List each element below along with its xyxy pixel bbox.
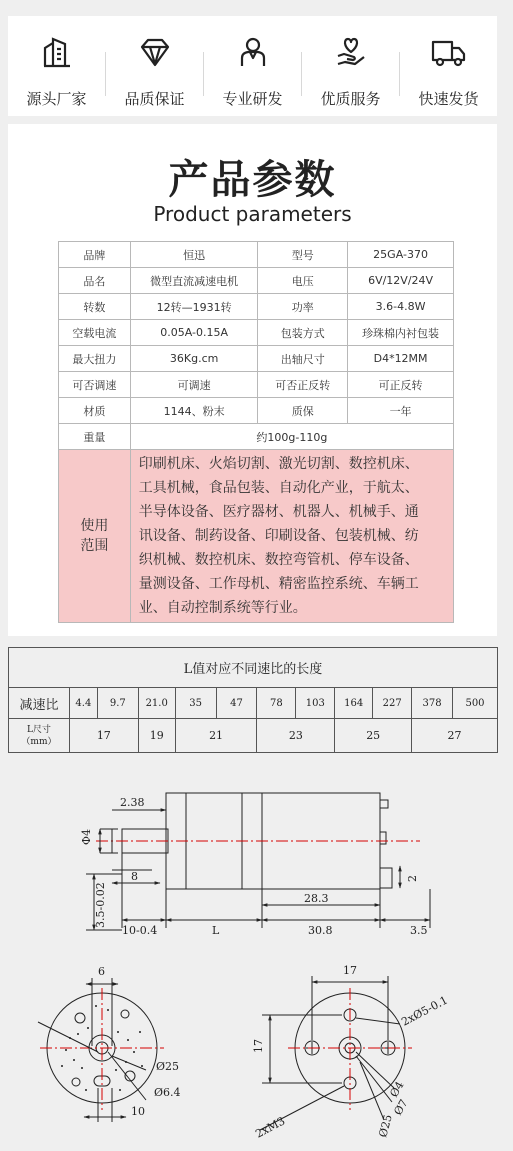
dim-30-8: 30.8 [308, 924, 333, 937]
usage-line: 工具机械，食品包装、自动化产业，于航太、 [138, 480, 419, 496]
dim-rear-phi25: Ø25 [376, 1113, 395, 1139]
ratio-cell: 35 [175, 688, 216, 719]
param-row [59, 346, 454, 372]
param-value: 恒迅 [130, 242, 258, 268]
param-row [59, 398, 454, 424]
param-key: 转数 [59, 294, 131, 320]
truck-icon [431, 36, 467, 68]
dim-10: 10 [131, 1105, 145, 1118]
dim-28-3: 28.3 [304, 892, 329, 905]
usage-line: 讯设备、制药设备、印刷设备、包装机械、纺 [138, 528, 419, 544]
param-value: 0.05A-0.15A [130, 320, 258, 346]
dim-17-horizontal: 17 [343, 964, 357, 977]
param-key: 出轴尺寸 [258, 346, 348, 372]
param-key: 可否调速 [59, 372, 131, 398]
param-value: D4*12MM [348, 346, 454, 372]
param-value: 3.6-4.8W [348, 294, 454, 320]
ratio-cell: 9.7 [97, 688, 138, 719]
feature-service [302, 16, 399, 116]
rear-view-dimensions [252, 964, 450, 1141]
param-key: 使用 范围 [59, 450, 131, 623]
param-value: 珍珠棉内衬包装 [348, 320, 454, 346]
rear-view-drawing [260, 976, 412, 1130]
param-key: 品名 [59, 268, 131, 294]
param-row-weight [59, 424, 454, 450]
param-value: 可调速 [130, 372, 258, 398]
param-value: 36Kg.cm [130, 346, 258, 372]
param-key: 重量 [59, 424, 131, 450]
usage-line: 量测设备、工作母机、精密监控系统、车辆工 [138, 576, 419, 592]
dim-holes: 2xØ5-0.1 [399, 993, 450, 1029]
length-cell: 27 [412, 719, 498, 753]
dim-6: 6 [98, 965, 105, 978]
speed-table-title: L值对应不同速比的长度 [9, 648, 498, 688]
dim-m3: 2xM3 [253, 1114, 288, 1141]
param-value: 微型直流减速电机 [130, 268, 258, 294]
front-view-dimensions [98, 965, 181, 1118]
param-row [59, 268, 454, 294]
param-value: 25GA-370 [348, 242, 454, 268]
front-view-drawing [38, 978, 164, 1122]
param-key: 电压 [258, 268, 348, 294]
usage-line: 印刷机床、火焰切割、激光切割、数控机床、 [138, 456, 419, 472]
ratio-cell: 21.0 [138, 688, 175, 719]
param-key: 功率 [258, 294, 348, 320]
dim-3-5b: 3.5 [410, 924, 428, 937]
usage-text [130, 450, 453, 623]
feature-delivery [400, 16, 497, 116]
length-label: L尺寸 （mm） [9, 719, 70, 753]
researcher-icon [237, 36, 269, 68]
feature-factory [8, 16, 105, 116]
feature-label: 快速发货 [418, 90, 479, 108]
motor-dimension-drawing [0, 770, 513, 1151]
param-row [59, 372, 454, 398]
param-row [59, 320, 454, 346]
param-key: 空载电流 [59, 320, 131, 346]
ratio-cell: 103 [296, 688, 335, 719]
section-title: 产品参数 [168, 157, 337, 203]
feature-label: 品质保证 [124, 90, 185, 108]
length-cell: 17 [69, 719, 138, 753]
feature-research [204, 16, 301, 116]
param-row-usage [59, 450, 454, 623]
param-key: 型号 [258, 242, 348, 268]
param-value: 1144、粉末 [130, 398, 258, 424]
param-value: 12转—1931转 [130, 294, 258, 320]
param-key: 可否正反转 [258, 372, 348, 398]
ratio-label: 减速比 [9, 688, 70, 719]
param-value: 可正反转 [348, 372, 454, 398]
feature-label: 源头厂家 [26, 90, 87, 108]
ratio-cell: 500 [453, 688, 498, 719]
dim-rear-phi4: Ø4 [387, 1079, 407, 1100]
length-cell: 23 [257, 719, 335, 753]
heart-hand-icon [335, 36, 367, 68]
param-key: 材质 [59, 398, 131, 424]
param-key: 品牌 [59, 242, 131, 268]
dim-front-phi6-4: Ø6.4 [154, 1086, 181, 1099]
ratio-cell: 227 [373, 688, 412, 719]
length-cell: 21 [175, 719, 257, 753]
usage-line: 织机械、数控机床、数控弯管机、停车设备、 [138, 552, 419, 568]
factory-icon [41, 36, 73, 68]
dim-L: L [212, 924, 220, 937]
length-cell: 19 [138, 719, 175, 753]
feature-quality [106, 16, 203, 116]
param-key: 质保 [258, 398, 348, 424]
param-value: 约100g-110g [130, 424, 453, 450]
section-subtitle: Product parameters [153, 202, 352, 226]
dim-3-5: 3.5-0.02 [94, 882, 107, 928]
side-view-dimensions [80, 796, 428, 937]
param-value: 6V/12V/24V [348, 268, 454, 294]
length-cell: 25 [335, 719, 412, 753]
feature-label: 优质服务 [320, 90, 381, 108]
dim-2: 2 [406, 875, 419, 882]
feature-bar [8, 16, 497, 116]
dim-rear-phi7: Ø7 [391, 1097, 411, 1118]
side-view-drawing [86, 793, 430, 930]
ratio-cell: 4.4 [69, 688, 97, 719]
param-key: 最大扭力 [59, 346, 131, 372]
speed-ratio-table [8, 647, 498, 753]
feature-label: 专业研发 [222, 90, 283, 108]
dim-2-38: 2.38 [120, 796, 145, 809]
dim-10: 10-0.4 [122, 924, 158, 937]
param-key: 包装方式 [258, 320, 348, 346]
diamond-icon [139, 36, 171, 68]
ratio-cell: 164 [335, 688, 373, 719]
dim-17-vertical: 17 [252, 1039, 265, 1053]
parameters-table [58, 241, 454, 623]
dim-phi4: Φ4 [80, 828, 93, 845]
usage-line: 半导体设备、医疗器材、机器人、机械手、通 [138, 504, 419, 520]
param-value: 一年 [348, 398, 454, 424]
dim-front-phi25: Ø25 [156, 1060, 180, 1073]
ratio-cell: 378 [412, 688, 453, 719]
param-row [59, 294, 454, 320]
param-row [59, 242, 454, 268]
ratio-cell: 47 [216, 688, 257, 719]
ratio-cell: 78 [257, 688, 296, 719]
usage-line: 业、自动控制系统等行业。 [138, 600, 307, 616]
speed-ratio-table-section [8, 647, 498, 753]
dim-8: 8 [131, 870, 138, 883]
product-parameters-section [8, 124, 497, 636]
